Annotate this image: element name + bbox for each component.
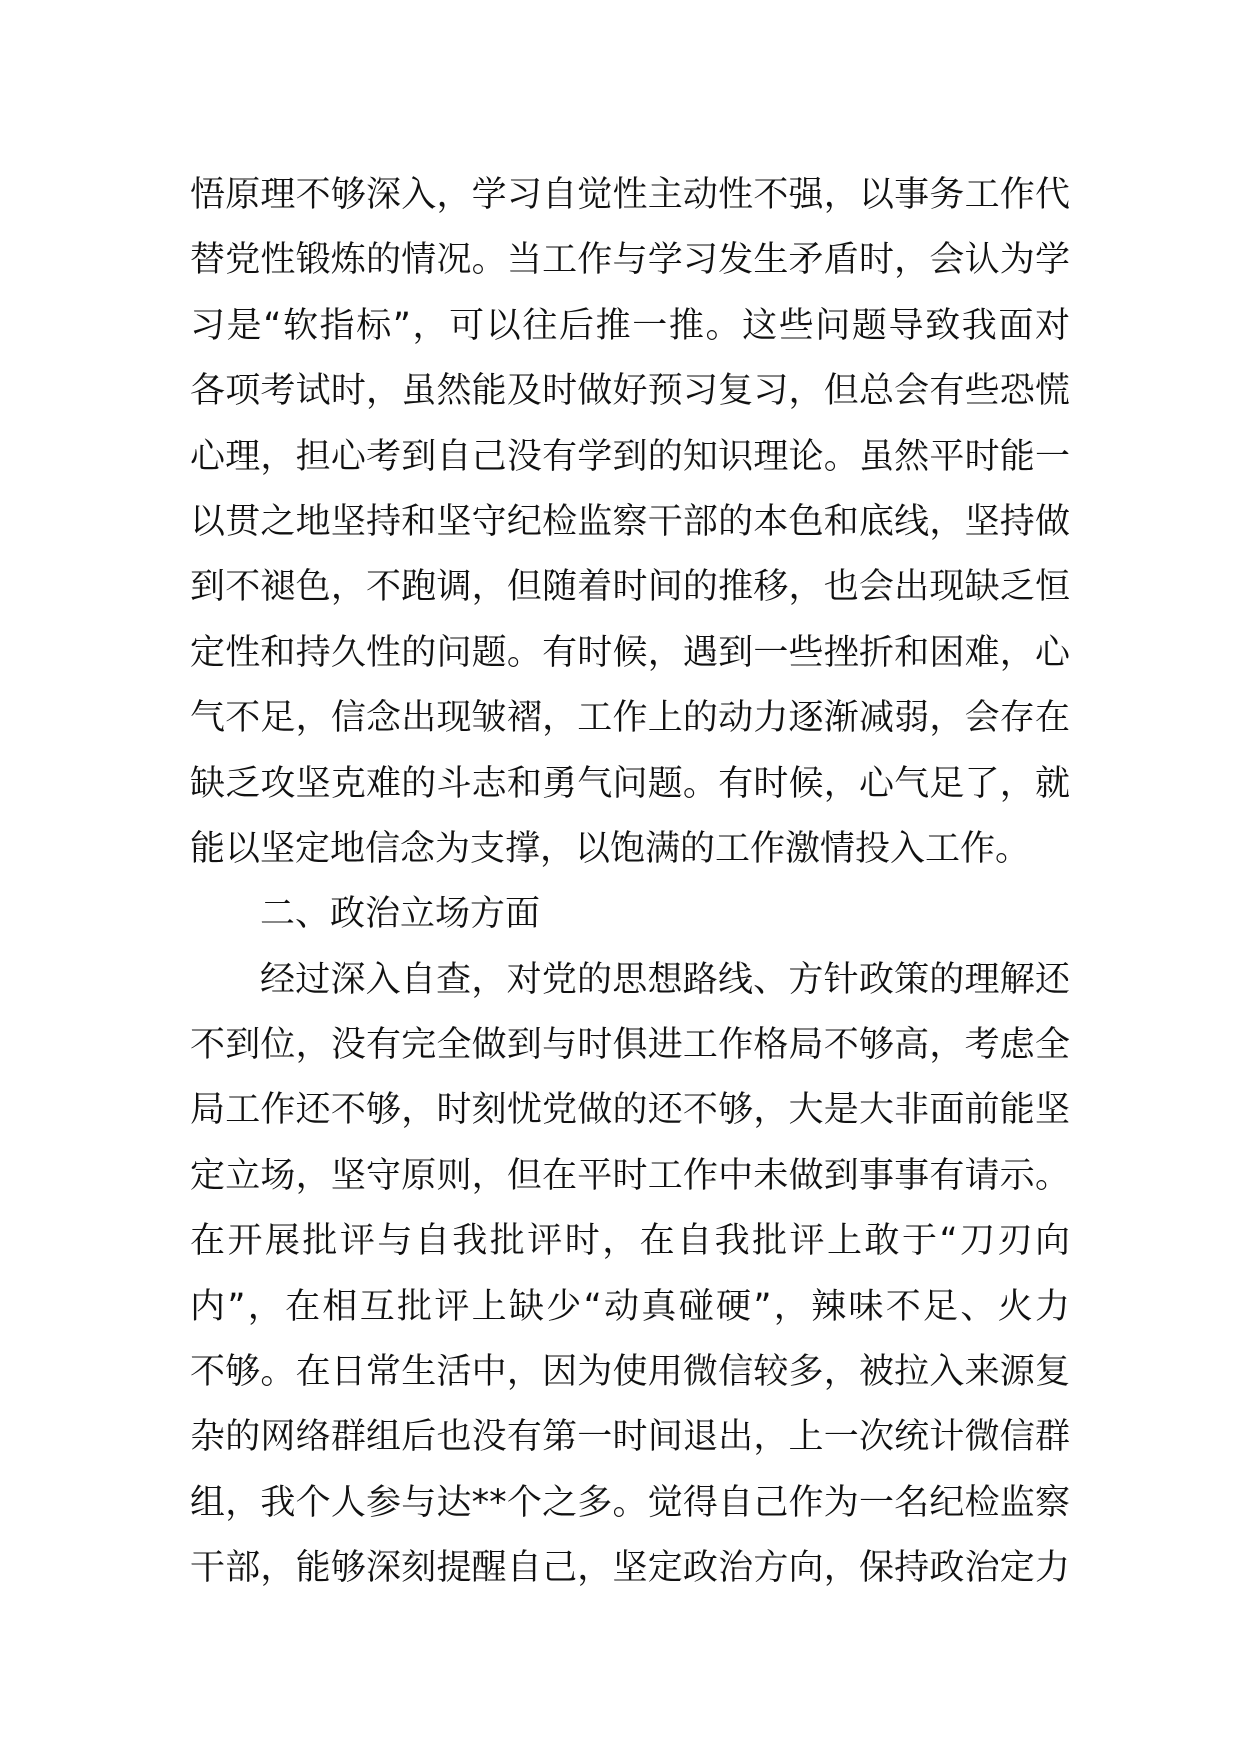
paragraph-2	[190, 948, 1070, 1602]
text-line: 杂的网络群组后也没有第一时间退出，上一次统计微信群	[190, 1417, 1070, 1458]
text-line: 组，我个人参与达**个之多。觉得自己作为一名纪检监察	[190, 1482, 1070, 1523]
text-line: 经过深入自查，对党的思想路线、方针政策的理解还	[260, 959, 1070, 1000]
text-line: 不到位，没有完全做到与时俱进工作格局不够高，考虑全	[190, 1025, 1070, 1066]
text-line: 能以坚定地信念为支撑，以饱满的工作激情投入工作。	[190, 828, 1031, 869]
text-line: 悟原理不够深入，学习自觉性主动性不强，以事务工作代	[190, 175, 1070, 215]
text-line: 局工作还不够，时刻忧党做的还不够，大是大非面前能坚	[190, 1090, 1070, 1131]
text-line: 替党性锻炼的情况。当工作与学习发生矛盾时，会认为学	[190, 240, 1070, 281]
text-line: 内”，在相互批评上缺少“动真碰硬”，辣味不足、火力	[190, 1286, 1070, 1327]
paragraph-1	[190, 163, 1070, 882]
text-line: 在开展批评与自我批评时，在自我批评上敢于“刀刃向	[190, 1221, 1070, 1262]
text-line: 缺乏攻坚克难的斗志和勇气问题。有时候，心气足了，就	[190, 763, 1070, 804]
section-heading: 二、政治立场方面	[260, 894, 541, 935]
text-line: 到不褪色，不跑调，但随着时间的推移，也会出现缺乏恒	[190, 567, 1070, 608]
text-line: 以贯之地坚持和坚守纪检监察干部的本色和底线，坚持做	[190, 501, 1070, 542]
text-line: 定立场，坚守原则，但在平时工作中未做到事事有请示。	[190, 1155, 1070, 1196]
body-text	[190, 163, 1070, 1602]
text-line: 习是“软指标”，可以往后推一推。这些问题导致我面对	[190, 305, 1070, 346]
text-line: 干部，能够深刻提醒自己，坚定政治方向，保持政治定力	[190, 1548, 1070, 1589]
text-line: 各项考试时，虽然能及时做好预习复习，但总会有些恐慌	[190, 371, 1070, 412]
text-line: 心理，担心考到自己没有学到的知识理论。虽然平时能一	[190, 436, 1070, 477]
text-line: 定性和持久性的问题。有时候，遇到一些挫折和困难，心	[190, 632, 1070, 673]
text-line: 不够。在日常生活中，因为使用微信较多，被拉入来源复	[190, 1352, 1070, 1393]
text-line: 气不足，信念出现皱褶，工作上的动力逐渐减弱，会存在	[190, 698, 1070, 739]
